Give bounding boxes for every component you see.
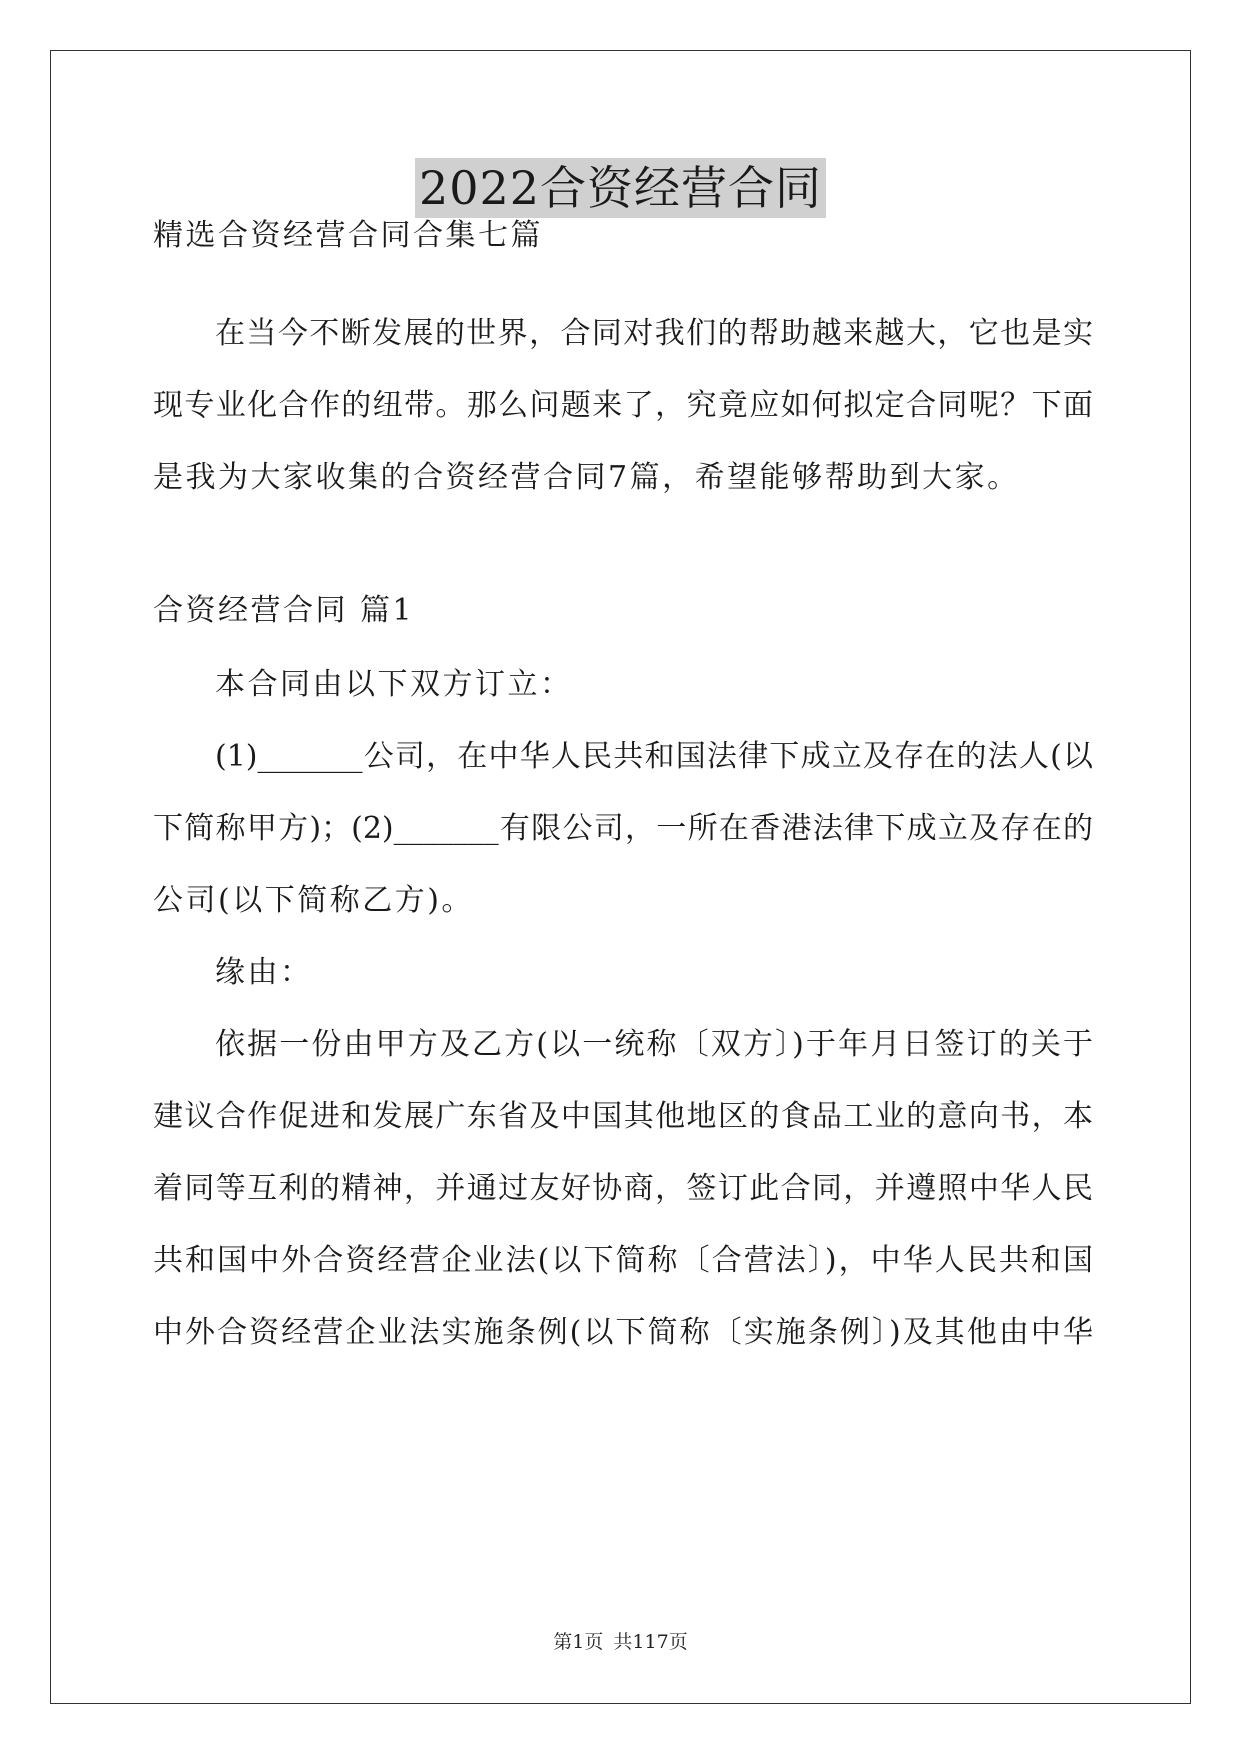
- page-number-footer: 第1页 共117页: [553, 1631, 688, 1653]
- page-border: [50, 50, 1191, 1704]
- title-container: [0, 158, 1241, 218]
- body-line-10: 中外合资经营企业法实施条例(以下简称〔实施条例〕)及其他由中华: [153, 1315, 1093, 1350]
- body-line-6: 依据一份由甲方及乙方(以一统称〔双方〕)于年月日签订的关于: [215, 1027, 1093, 1062]
- body-line-3: 下简称甲方)；(2)_______有限公司，一所在香港法律下成立及存在的: [153, 811, 1093, 846]
- body-line-8: 着同等互利的精神，并通过友好协商，签订此合同，并遵照中华人民: [153, 1171, 1093, 1206]
- section-heading: 合资经营合同 篇1: [153, 593, 415, 628]
- document-title: 2022合资经营合同: [415, 158, 826, 218]
- body-line-5: 缘由：: [215, 955, 313, 990]
- body-line-1: 本合同由以下双方订立：: [215, 667, 573, 702]
- intro-line-3: 是我为大家收集的合资经营合同7篇，希望能够帮助到大家。: [153, 460, 1020, 495]
- body-line-7: 建议合作促进和发展广东省及中国其他地区的食品工业的意向书，本: [153, 1099, 1093, 1134]
- intro-line-2: 现专业化合作的纽带。那么问题来了，究竟应如何拟定合同呢？下面: [153, 388, 1093, 423]
- document-subtitle: 精选合资经营合同合集七篇: [153, 218, 543, 253]
- body-line-2: (1)_______公司，在中华人民共和国法律下成立及存在的法人(以: [215, 739, 1093, 774]
- body-line-4: 公司(以下简称乙方)。: [153, 883, 474, 918]
- body-line-9: 共和国中外合资经营企业法(以下简称〔合营法〕)，中华人民共和国: [153, 1243, 1093, 1278]
- intro-line-1: 在当今不断发展的世界，合同对我们的帮助越来越大，它也是实: [215, 316, 1093, 351]
